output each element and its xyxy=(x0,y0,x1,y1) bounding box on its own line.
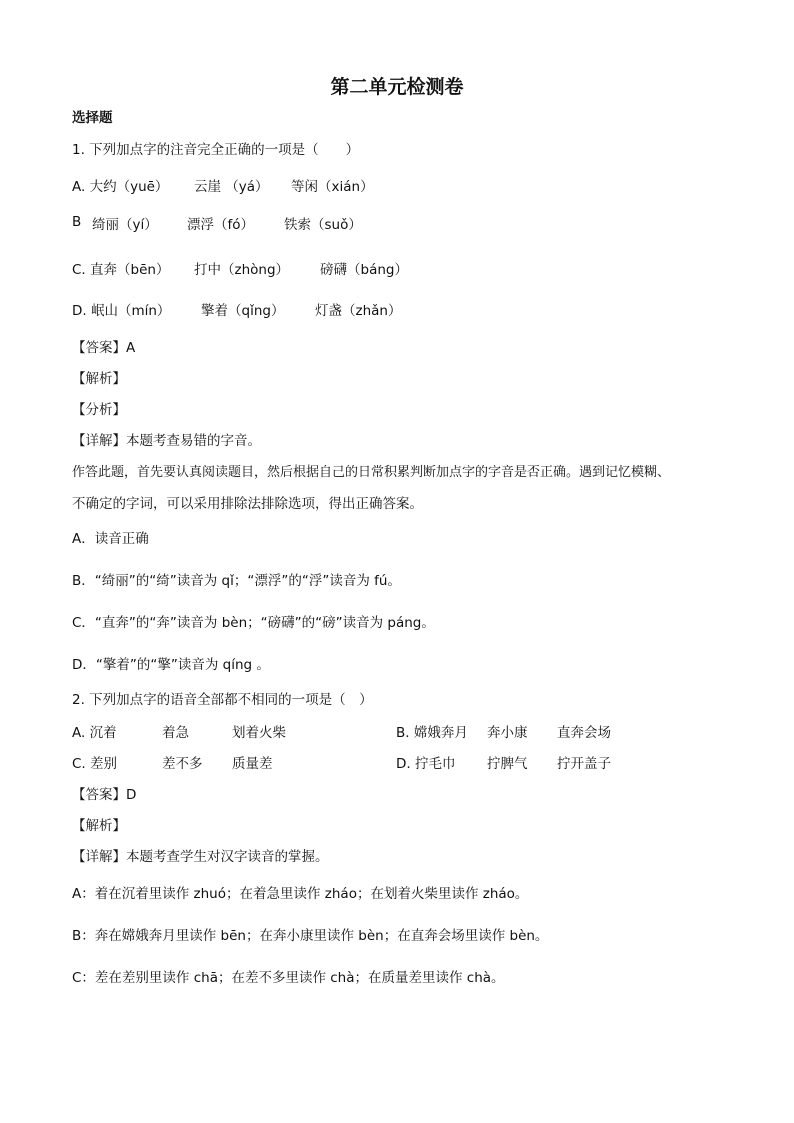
q2-option-c-1: C. 差别 xyxy=(72,756,118,772)
q2-explanation-c: C：差在差别里读作 chā；在差不多里读作 chà；在质量差里读作 chà。 xyxy=(72,970,505,986)
q2-explanation-b: B：奔在嫦娥奔月里读作 bēn；在奔小康里读作 bèn；在直奔会场里读作 bèn。 xyxy=(72,928,549,944)
q2-option-a-1: A. 沉着 xyxy=(72,725,117,741)
q1-option-c-1: C. 直奔（bēn） xyxy=(72,262,170,278)
q2-detail: 【详解】本题考查学生对汉字读音的掌握。 xyxy=(72,849,329,865)
q1-paragraph-2: 不确定的字词，可以采用排除法排除选项，得出正确答案。 xyxy=(72,496,423,512)
q1-option-b-2: 漂浮（fó） xyxy=(187,217,255,233)
q1-explanation-c: C．“直奔”的“奔”读音为 bèn；“磅礴”的“磅”读音为 páng。 xyxy=(72,615,435,631)
section-heading: 选择题 xyxy=(72,110,113,126)
q2-analysis-label: 【解析】 xyxy=(72,818,126,834)
q1-option-c-3: 磅礴（báng） xyxy=(320,262,408,278)
q1-explanation-d: D．“擎着”的“擎”读音为 qíng 。 xyxy=(72,657,270,673)
q2-answer: 【答案】D xyxy=(72,787,137,803)
q1-paragraph-1: 作答此题，首先要认真阅读题目，然后根据自己的日常积累判断加点字的字音是否正确。遇到记忆模糊、 xyxy=(72,465,671,480)
q2-option-b-2: 奔小康 xyxy=(487,725,528,741)
q2-option-c-2: 差不多 xyxy=(162,756,203,772)
q1-stem: 1. 下列加点字的注音完全正确的一项是（ ） xyxy=(72,142,360,158)
q1-option-c-2: 打中（zhòng） xyxy=(194,262,290,278)
q1-option-a-2: 云崖 （yá） xyxy=(194,179,269,195)
q1-explanation-b: B．“绮丽”的“绮”读音为 qǐ；“漂浮”的“浮”读音为 fú。 xyxy=(72,573,401,589)
q2-option-b-3: 直奔会场 xyxy=(557,725,611,741)
q1-option-d-3: 灯盏（zhǎn） xyxy=(315,303,402,319)
q1-option-a-3: 等闲（xián） xyxy=(291,179,374,195)
q2-stem: 2. 下列加点字的语音全部都不相同的一项是（ ） xyxy=(72,692,373,708)
q2-option-d-1: D. 拧毛巾 xyxy=(396,756,456,772)
page-title: 第二单元检测卷 xyxy=(330,76,464,98)
q1-option-b-3: 铁索（suǒ） xyxy=(284,217,362,233)
q2-option-d-3: 拧开盖子 xyxy=(557,756,611,772)
q1-answer: 【答案】A xyxy=(72,340,136,356)
q2-option-c-3: 质量差 xyxy=(232,756,273,772)
q2-option-a-2: 着急 xyxy=(162,725,189,741)
q2-explanation-a: A：着在沉着里读作 zhuó；在着急里读作 zháo；在划着火柴里读作 zháo。 xyxy=(72,886,529,902)
q1-analysis-label: 【解析】 xyxy=(72,371,126,387)
q2-option-b-1: B. 嫦娥奔月 xyxy=(396,725,468,741)
q1-option-a-1: A. 大约（yuē） xyxy=(72,179,169,195)
q1-explanation-a: A．读音正确 xyxy=(72,531,149,547)
q2-option-d-2: 拧脾气 xyxy=(487,756,528,772)
q2-option-a-3: 划着火柴 xyxy=(232,725,286,741)
q1-detail: 【详解】本题考查易错的字音。 xyxy=(72,433,261,449)
q1-fenxi-label: 【分析】 xyxy=(72,402,126,418)
q1-option-b-1: 绮丽（yí） xyxy=(92,217,158,233)
q1-option-b-label: B xyxy=(72,214,82,230)
q1-option-d-1: D. 岷山（mín） xyxy=(72,303,171,319)
q1-option-d-2: 擎着（qǐng） xyxy=(201,303,285,319)
